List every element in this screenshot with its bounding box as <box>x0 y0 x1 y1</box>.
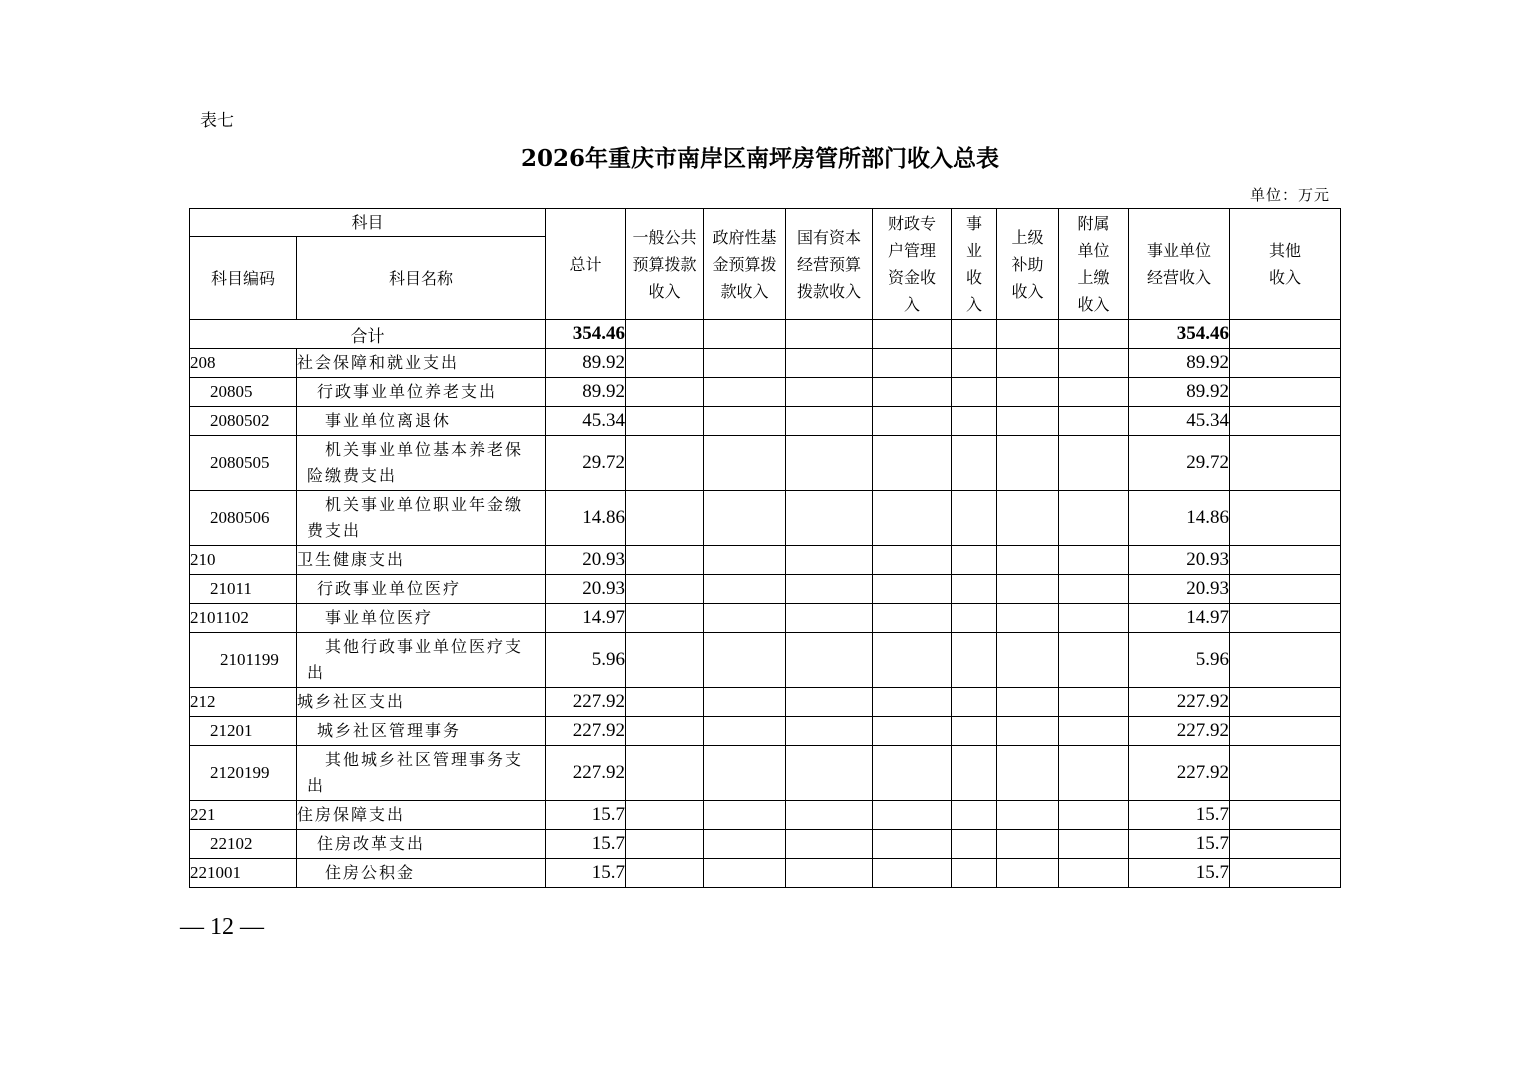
row-total: 89.92 <box>546 349 626 378</box>
row-total: 14.97 <box>546 604 626 633</box>
total-operating-cell: 354.46 <box>1129 320 1230 349</box>
row-name: 住房保障支出 <box>297 801 546 830</box>
row-code: 2080505 <box>190 436 297 491</box>
page-number: — 12 — <box>180 914 264 940</box>
table-row <box>190 688 1341 717</box>
row-code: 212 <box>190 688 297 717</box>
unit-label: 单位：万元 <box>1249 186 1330 204</box>
row-operating: 14.97 <box>1129 604 1230 633</box>
table-row <box>190 859 1341 888</box>
header-name: 科目名称 <box>297 237 546 320</box>
row-name: 住房改革支出 <box>297 830 546 859</box>
header-special-account: 财政专户管理资金收入 <box>873 209 952 320</box>
table-row <box>190 378 1341 407</box>
header-total: 总计 <box>546 209 626 320</box>
row-code: 21011 <box>190 575 297 604</box>
row-name: 行政事业单位养老支出 <box>297 378 546 407</box>
table-label: 表七 <box>200 111 234 131</box>
row-code: 2080506 <box>190 491 297 546</box>
row-total: 29.72 <box>546 436 626 491</box>
header-state-capital: 国有资本经营预算拨款收入 <box>786 209 873 320</box>
row-total: 45.34 <box>546 407 626 436</box>
row-code: 22102 <box>190 830 297 859</box>
row-operating: 20.93 <box>1129 575 1230 604</box>
table-row <box>190 746 1341 801</box>
row-code: 208 <box>190 349 297 378</box>
row-code: 2080502 <box>190 407 297 436</box>
table-row <box>190 491 1341 546</box>
row-name: 城乡社区管理事务 <box>297 717 546 746</box>
row-total: 14.86 <box>546 491 626 546</box>
table-row <box>190 407 1341 436</box>
row-name: 其他城乡社区管理事务支出 <box>297 746 546 801</box>
row-total: 227.92 <box>546 688 626 717</box>
row-operating: 227.92 <box>1129 717 1230 746</box>
row-code: 221 <box>190 801 297 830</box>
row-name: 机关事业单位职业年金缴费支出 <box>297 491 546 546</box>
row-total: 20.93 <box>546 575 626 604</box>
row-operating: 5.96 <box>1129 633 1230 688</box>
row-name: 机关事业单位基本养老保险缴费支出 <box>297 436 546 491</box>
table-row <box>190 349 1341 378</box>
row-operating: 15.7 <box>1129 859 1230 888</box>
row-name: 事业单位离退休 <box>297 407 546 436</box>
row-operating: 29.72 <box>1129 436 1230 491</box>
row-code: 2120199 <box>190 746 297 801</box>
income-table <box>189 208 1341 888</box>
header-business-income: 事业收入 <box>952 209 997 320</box>
row-total: 15.7 <box>546 830 626 859</box>
total-label: 合计 <box>190 320 546 349</box>
row-code: 221001 <box>190 859 297 888</box>
page-title: 2026年重庆市南岸区南坪房管所部门收入总表 <box>520 145 999 172</box>
table-row <box>190 633 1341 688</box>
header-operating: 事业单位经营收入 <box>1129 209 1230 320</box>
header-general-budget: 一般公共预算拨款收入 <box>626 209 704 320</box>
row-code: 21201 <box>190 717 297 746</box>
row-name: 事业单位医疗 <box>297 604 546 633</box>
table-row <box>190 801 1341 830</box>
row-operating: 227.92 <box>1129 746 1230 801</box>
header-other: 其他收入 <box>1230 209 1341 320</box>
row-total: 15.7 <box>546 859 626 888</box>
row-name: 住房公积金 <box>297 859 546 888</box>
row-operating: 14.86 <box>1129 491 1230 546</box>
row-name: 卫生健康支出 <box>297 546 546 575</box>
total-cell: 354.46 <box>546 320 626 349</box>
row-name: 行政事业单位医疗 <box>297 575 546 604</box>
row-code: 210 <box>190 546 297 575</box>
row-operating: 89.92 <box>1129 349 1230 378</box>
header-superior-subsidy: 上级补助收入 <box>997 209 1059 320</box>
row-operating: 89.92 <box>1129 378 1230 407</box>
table-row <box>190 575 1341 604</box>
row-operating: 227.92 <box>1129 688 1230 717</box>
row-name: 其他行政事业单位医疗支出 <box>297 633 546 688</box>
row-total: 227.92 <box>546 746 626 801</box>
header-code: 科目编码 <box>190 237 297 320</box>
row-code: 2101102 <box>190 604 297 633</box>
row-total: 227.92 <box>546 717 626 746</box>
row-total: 5.96 <box>546 633 626 688</box>
header-subject: 科目 <box>190 209 546 237</box>
total-row <box>190 320 1341 349</box>
row-operating: 15.7 <box>1129 830 1230 859</box>
row-code: 20805 <box>190 378 297 407</box>
header-affiliated: 附属单位上缴收入 <box>1059 209 1129 320</box>
row-name: 社会保障和就业支出 <box>297 349 546 378</box>
table-row <box>190 546 1341 575</box>
table-row <box>190 604 1341 633</box>
row-operating: 15.7 <box>1129 801 1230 830</box>
row-total: 89.92 <box>546 378 626 407</box>
row-total: 20.93 <box>546 546 626 575</box>
row-operating: 45.34 <box>1129 407 1230 436</box>
row-code: 2101199 <box>190 633 297 688</box>
table-row <box>190 436 1341 491</box>
header-gov-fund: 政府性基金预算拨款收入 <box>704 209 786 320</box>
row-operating: 20.93 <box>1129 546 1230 575</box>
row-name: 城乡社区支出 <box>297 688 546 717</box>
table-row <box>190 717 1341 746</box>
table-row <box>190 830 1341 859</box>
row-total: 15.7 <box>546 801 626 830</box>
